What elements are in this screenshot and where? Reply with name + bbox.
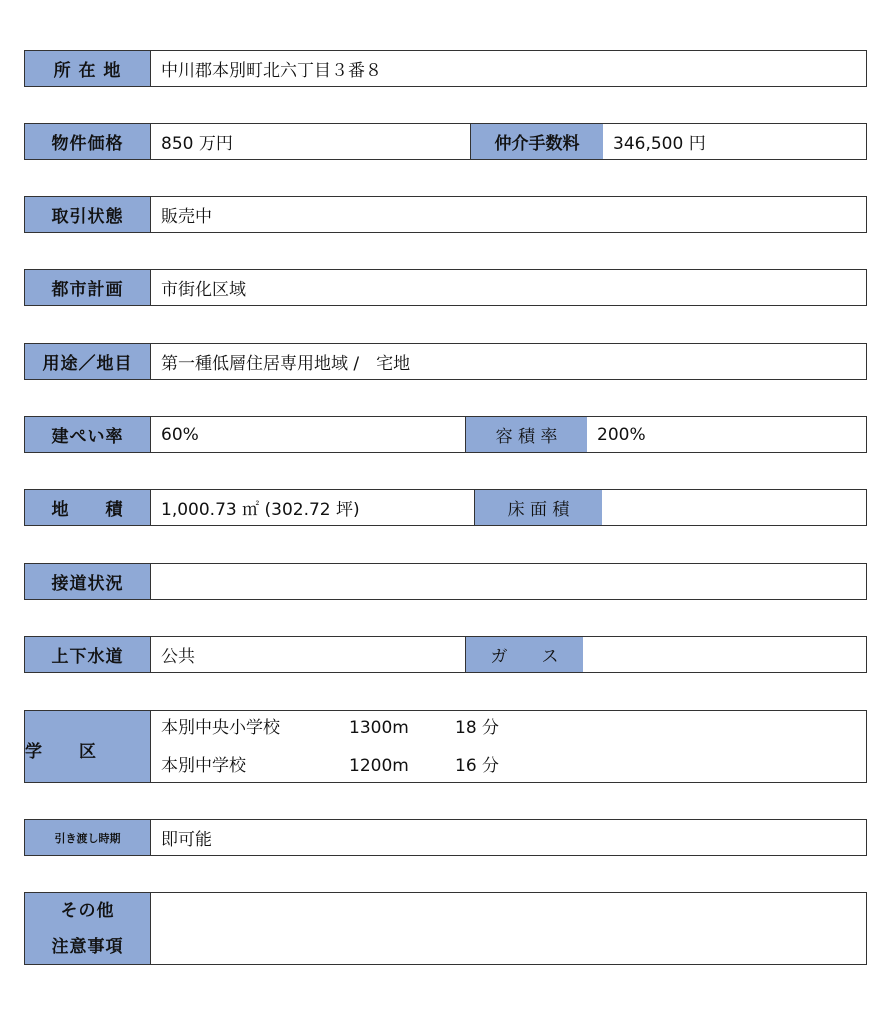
floor-area-value — [602, 490, 866, 525]
row-coverage — [24, 416, 867, 453]
area-value: 1,000.73 ㎡ (302.72 坪) — [161, 500, 360, 520]
far-value: 200% — [597, 424, 646, 445]
notes-label — [25, 893, 151, 964]
school-distance: 1300m — [349, 717, 409, 738]
road-value — [151, 564, 866, 599]
coverage-label: 建ぺい率 — [25, 417, 151, 452]
row-handover — [24, 819, 867, 856]
water-value: 公共 — [161, 647, 195, 667]
school-distance: 1200m — [349, 755, 409, 776]
notes-value — [151, 893, 866, 964]
school-time: 16 分 — [455, 755, 500, 776]
handover-label: 引き渡し時期 — [25, 820, 151, 855]
school-entry — [161, 747, 499, 785]
notes-label-line1: その他 — [60, 900, 115, 921]
row-use — [24, 343, 867, 380]
row-status — [24, 196, 867, 233]
status-value: 販売中 — [161, 207, 212, 227]
fee-label: 仲介手数料 — [470, 124, 603, 159]
gas-label: ガ ス — [465, 637, 583, 672]
row-city-planning — [24, 269, 867, 306]
handover-value: 即可能 — [161, 830, 212, 850]
use-value: 第一種低層住居専用地域 / 宅地 — [161, 354, 411, 374]
floor-area-label: 床 面 積 — [474, 490, 602, 525]
school-label: 学 区 — [25, 711, 151, 782]
school-list — [151, 711, 866, 782]
row-area — [24, 489, 867, 526]
price-value: 850 万円 — [161, 134, 233, 154]
row-notes — [24, 892, 867, 965]
row-price — [24, 123, 867, 160]
location-value: 中川郡本別町北六丁目３番８ — [161, 61, 382, 81]
school-name: 本別中央小学校 — [161, 717, 280, 738]
fee-value: 346,500 円 — [613, 134, 706, 154]
road-label: 接道状況 — [25, 564, 151, 599]
price-label: 物件価格 — [25, 124, 151, 159]
status-label: 取引状態 — [25, 197, 151, 232]
row-road — [24, 563, 867, 600]
coverage-value: 60% — [161, 424, 199, 445]
water-label: 上下水道 — [25, 637, 151, 672]
school-name: 本別中学校 — [161, 755, 246, 776]
far-label: 容 積 率 — [465, 417, 587, 452]
city-planning-label: 都市計画 — [25, 270, 151, 305]
school-time: 18 分 — [455, 717, 500, 738]
row-utilities — [24, 636, 867, 673]
school-entry — [161, 709, 499, 747]
row-school — [24, 710, 867, 783]
use-label: 用途／地目 — [25, 344, 151, 379]
city-planning-value: 市街化区域 — [161, 280, 246, 300]
notes-label-line2: 注意事項 — [51, 936, 124, 957]
row-location — [24, 50, 867, 87]
area-label: 地 積 — [25, 490, 151, 525]
gas-value — [583, 637, 866, 672]
location-label: 所 在 地 — [25, 51, 151, 86]
